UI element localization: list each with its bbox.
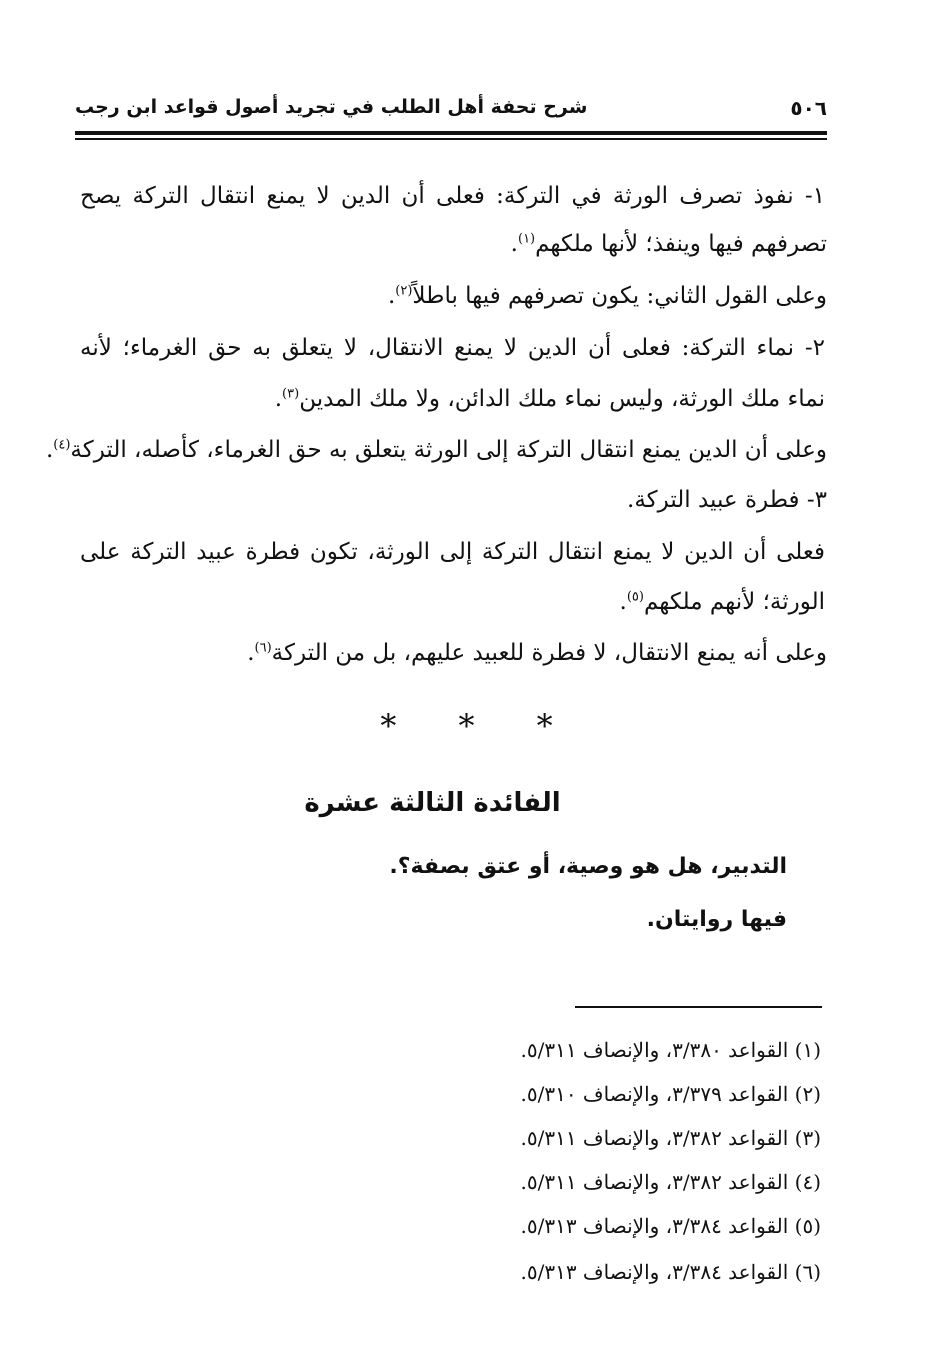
- line-text: وعلى القول الثاني: يكون تصرفهم فيها باطلاً: [412, 283, 827, 309]
- footnote-5: (٥) القواعد ٣/٣٨٤، والإنصاف ٥/٣١٣.: [520, 1214, 821, 1238]
- footnote-ref-6: (٦): [254, 640, 272, 656]
- period: .: [387, 283, 396, 309]
- period: .: [274, 386, 283, 412]
- footnote-rule: [575, 1006, 822, 1008]
- line-text: وعلى أنه يمنع الانتقال، لا فطرة للعبيد عليهم، بل من التركة: [271, 640, 827, 666]
- answer-line: فيها روايتان.: [646, 907, 787, 932]
- footnote-ref-3: (٣): [282, 386, 300, 402]
- question-line: التدبير، هل هو وصية، أو عتق بصفة؟.: [389, 854, 787, 879]
- paragraph-6-line-2: [620, 587, 825, 617]
- book-title: شرح تحفة أهل الطلب في تجريد أصول قواعد ابن رجب: [75, 96, 588, 118]
- footnote-ref-5: (٥): [626, 589, 644, 605]
- star-3: *: [536, 707, 553, 745]
- footnote-1: (١) القواعد ٣/٣٨٠، والإنصاف ٥/٣١١.: [520, 1038, 821, 1062]
- period: .: [247, 640, 255, 666]
- line-text: فعلى أن الدين لا يمنع انتقال التركة إلى الورثة، تكون فطرة عبيد التركة على: [80, 539, 825, 565]
- line-text: وعلى أن الدين يمنع انتقال التركة إلى الورثة يتعلق به حق الغرماء، كأصله، التركة: [70, 437, 827, 463]
- paragraph-2: [388, 281, 827, 311]
- paragraph-1-line-2: [511, 229, 827, 259]
- paragraph-1-line-1: [80, 181, 825, 211]
- line-text: ٢- نماء التركة: فعلى أن الدين لا يمنع الانتقال، لا يتعلق به حق الغرماء؛ لأنه: [80, 335, 825, 361]
- paragraph-3-line-2: [275, 384, 825, 414]
- line-text: ٣- فطرة عبيد التركة.: [627, 487, 827, 513]
- paragraph-4: [46, 435, 827, 465]
- footnote-ref-1: (١): [517, 231, 536, 247]
- footnote-ref-2: (٢): [395, 283, 413, 299]
- footnote-2: (٢) القواعد ٣/٣٧٩، والإنصاف ٥/٣١٠.: [520, 1082, 821, 1106]
- star-2: *: [458, 707, 475, 745]
- star-1: *: [380, 707, 397, 745]
- footnote-6: (٦) القواعد ٣/٣٨٤، والإنصاف ٥/٣١٣.: [520, 1260, 821, 1284]
- period: .: [619, 589, 627, 615]
- period: .: [45, 437, 54, 463]
- line-text: ١- نفوذ تصرف الورثة في التركة: فعلى أن الدين لا يمنع انتقال التركة يصح: [80, 183, 825, 209]
- line-text: نماء ملك الورثة، وليس نماء ملك الدائن، ولا ملك المدين: [299, 386, 825, 412]
- header-rule-thin: [75, 138, 827, 140]
- footnote-4: (٤) القواعد ٣/٣٨٢، والإنصاف ٥/٣١١.: [520, 1170, 821, 1194]
- line-text: الورثة؛ لأنهم ملكهم: [643, 589, 825, 615]
- paragraph-5: [627, 485, 827, 515]
- paragraph-3-line-1: [80, 333, 825, 363]
- period: .: [510, 231, 518, 257]
- paragraph-6-line-1: [80, 537, 825, 567]
- footnote-3: (٣) القواعد ٣/٣٨٢، والإنصاف ٥/٣١١.: [520, 1126, 821, 1150]
- paragraph-7: [247, 638, 827, 668]
- running-header: [75, 92, 827, 132]
- footnote-ref-4: (٤): [53, 437, 71, 453]
- header-rule-thick: [75, 131, 827, 135]
- section-separator: [0, 706, 933, 746]
- page-number: ٥٠٦: [790, 96, 827, 120]
- line-text: تصرفهم فيها وينفذ؛ لأنها ملكهم: [535, 231, 827, 257]
- section-heading: الفائدة الثالثة عشرة: [304, 788, 561, 818]
